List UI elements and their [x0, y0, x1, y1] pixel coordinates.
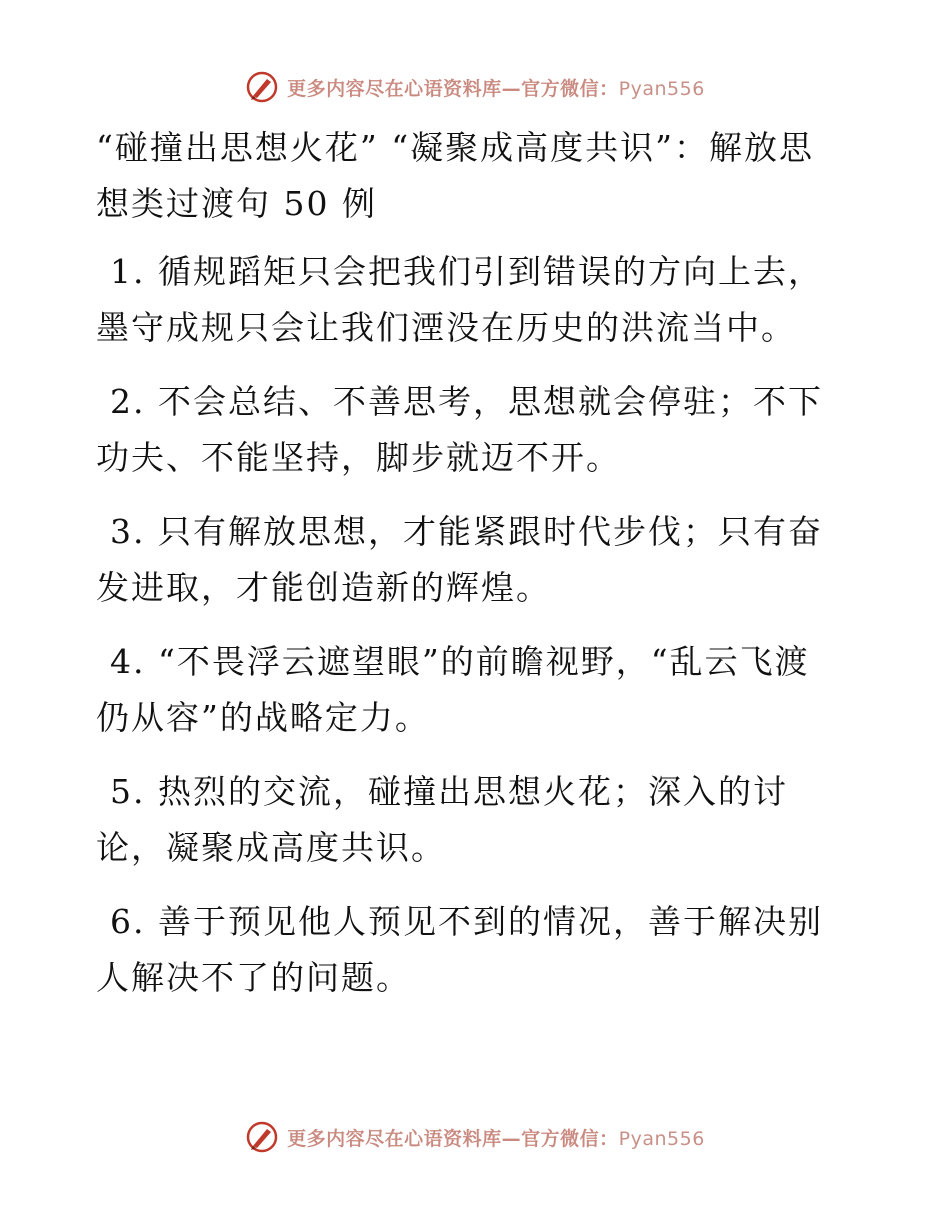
- document-body: [96, 120, 831, 1024]
- list-item: 1. 循规蹈矩只会把我们引到错误的方向上去，墨守成规只会让我们湮没在历史的洪流当中。: [96, 252, 823, 347]
- list-item: 2. 不会总结、不善思考，思想就会停驻；不下功夫、不能坚持，脚步就迈不开。: [96, 382, 823, 477]
- footer-wechat-id: Pyan556: [618, 1127, 705, 1150]
- pen-logo-icon: [245, 1120, 279, 1154]
- list-item: 6. 善于预见他人预见不到的情况，善于解决别人解决不了的问题。: [96, 902, 823, 997]
- header-wechat-id: Pyan556: [618, 77, 705, 100]
- pen-logo-icon: [245, 70, 279, 104]
- footer-banner: [0, 1120, 950, 1154]
- list-item: 5. 热烈的交流，碰撞出思想火花；深入的讨论，凝聚成高度共识。: [96, 772, 788, 867]
- list-item: 4. “不畏浮云遮望眼”的前瞻视野，“乱云飞渡仍从容”的战略定力。: [96, 642, 810, 737]
- footer-banner-text: 更多内容尽在心语资料库—官方微信：Pyan556: [287, 1127, 705, 1150]
- header-banner: [0, 70, 950, 104]
- header-banner-inner: [245, 70, 705, 104]
- header-banner-text: 更多内容尽在心语资料库—官方微信：Pyan556: [287, 77, 705, 100]
- list-item: 3. 只有解放思想，才能紧跟时代步伐；只有奋发进取，才能创造新的辉煌。: [96, 512, 823, 607]
- document-title: “碰撞出思想火花” “凝聚成高度共识”：解放思想类过渡句 50 例: [96, 128, 814, 223]
- footer-banner-inner: [245, 1120, 705, 1154]
